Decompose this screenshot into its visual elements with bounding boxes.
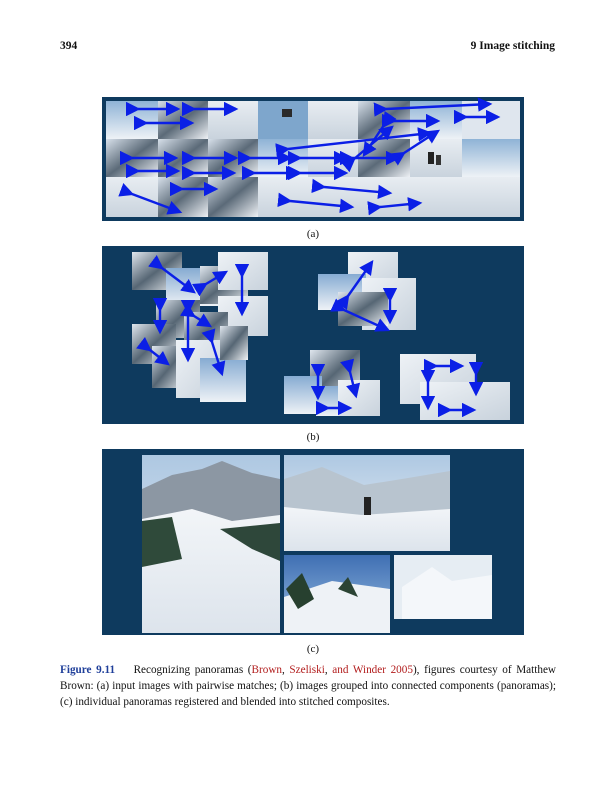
panorama-open-slope [394, 555, 492, 619]
panorama-valley [142, 455, 280, 633]
figure-label: Figure 9.11 [60, 664, 116, 676]
page-number: 394 [60, 40, 78, 52]
panorama-skier [284, 455, 450, 551]
subfigure-label-c: (c) [306, 643, 320, 655]
stitched-panoramas [102, 449, 524, 635]
figure-panel-b [102, 246, 524, 424]
caption-separator-2: , [324, 664, 333, 676]
caption-text-before: Recognizing panoramas ( [133, 664, 252, 676]
connected-components [102, 246, 524, 424]
figure-panel-c [102, 449, 524, 635]
caption-text-after: ), figures courtesy of Matthew Brown: (a) input images with pairwise matches; (b) images grouped into connected components (panoramas); (c) individual panoramas registered and blended into stitched composites. [60, 664, 557, 708]
subfigure-label-b: (b) [306, 431, 320, 443]
caption-separator-1: , [282, 664, 290, 676]
component-2 [318, 252, 416, 330]
running-header: 9 Image stitching [470, 40, 555, 52]
citation-szeliski[interactable]: Szeliski [289, 664, 325, 676]
figure-panel-a [102, 97, 524, 221]
component-1 [132, 252, 268, 402]
input-images-grid [102, 97, 524, 221]
component-3 [284, 350, 380, 416]
subfigure-label-a: (a) [306, 228, 320, 240]
figure-caption [60, 662, 556, 710]
panorama-treeline [284, 555, 390, 633]
citation-brown[interactable]: Brown [251, 664, 282, 676]
citation-winder[interactable]: and Winder 2005 [332, 664, 413, 676]
